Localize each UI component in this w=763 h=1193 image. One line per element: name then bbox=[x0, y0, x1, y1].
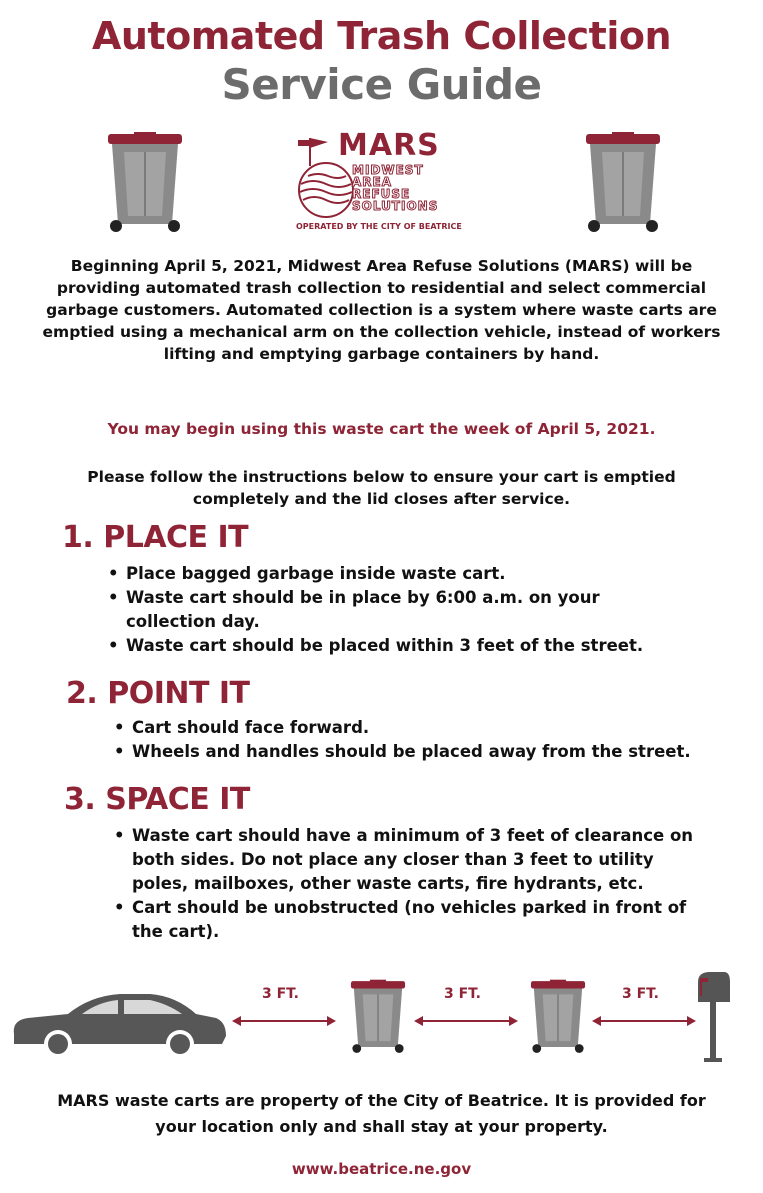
trash-cart-icon bbox=[104, 132, 186, 234]
mailbox-icon bbox=[694, 968, 734, 1064]
instructions-intro: Please follow the instructions below to ensure your cart is emptied completely and the lid closes after service. bbox=[87, 468, 676, 508]
list-item: • Cart should face forward. bbox=[112, 716, 732, 740]
spacing-label: 3 FT. bbox=[262, 986, 299, 1002]
page-subtitle: Service Guide bbox=[221, 60, 542, 109]
list-item: • Cart should be unobstructed (no vehicles parked in front of the cart). bbox=[112, 896, 702, 944]
list-item: • Waste cart should be placed within 3 feet of the street. bbox=[106, 634, 666, 658]
car-icon bbox=[10, 988, 230, 1060]
double-arrow-icon bbox=[592, 1014, 696, 1028]
logo-name: MARS bbox=[338, 128, 440, 163]
double-arrow-icon bbox=[232, 1014, 336, 1028]
page-title: Automated Trash Collection bbox=[91, 14, 672, 58]
step-list-point-it bbox=[112, 716, 732, 764]
list-item: • Place bagged garbage inside waste cart. bbox=[106, 562, 666, 586]
list-item: • Waste cart should be in place by 6:00 a.m. on your collection day. bbox=[106, 586, 666, 634]
spacing-label: 3 FT. bbox=[444, 986, 481, 1002]
trash-cart-icon bbox=[528, 974, 588, 1060]
logo-line: SOLUTIONS bbox=[352, 199, 439, 213]
logo-operated-by: OPERATED BY THE CITY OF BEATRICE bbox=[296, 222, 462, 231]
step-title-place-it: 1. PLACE IT bbox=[62, 520, 249, 555]
logo-line: AREA bbox=[352, 175, 393, 189]
website-link[interactable]: www.beatrice.ne.gov bbox=[291, 1160, 472, 1178]
spacing-label: 3 FT. bbox=[622, 986, 659, 1002]
list-item: • Waste cart should have a minimum of 3 feet of clearance on both sides. Do not place any closer than 3 feet to utility poles, mailboxes, other waste carts, fire hydrants, etc. bbox=[112, 824, 702, 896]
double-arrow-icon bbox=[414, 1014, 518, 1028]
spacing-diagram bbox=[0, 968, 763, 1068]
property-notice: MARS waste carts are property of the City of Beatrice. It is provided for your location only and shall stay at your property. bbox=[57, 1091, 706, 1136]
mars-logo bbox=[288, 130, 478, 240]
logo-line: MIDWEST bbox=[352, 163, 424, 177]
logo-wordmark bbox=[352, 164, 438, 212]
trash-cart-icon bbox=[582, 132, 664, 234]
logo-line: REFUSE bbox=[352, 187, 411, 201]
step-list-space-it bbox=[112, 824, 702, 944]
intro-paragraph: Beginning April 5, 2021, Midwest Area Refuse Solutions (MARS) will be providing automated trash collection to residential and select commercial garbage customers. Automated collection is a system where waste carts are emptied using a mechanical arm on the collection vehicle, instead of workers lifting and emptying garbage containers by hand. bbox=[42, 257, 721, 363]
step-list-place-it bbox=[106, 562, 666, 658]
list-item: • Wheels and handles should be placed away from the street. bbox=[112, 740, 732, 764]
step-title-space-it: 3. SPACE IT bbox=[64, 782, 250, 817]
begin-notice: You may begin using this waste cart the week of April 5, 2021. bbox=[107, 420, 656, 438]
trash-cart-icon bbox=[348, 974, 408, 1060]
step-title-point-it: 2. POINT IT bbox=[66, 676, 250, 711]
